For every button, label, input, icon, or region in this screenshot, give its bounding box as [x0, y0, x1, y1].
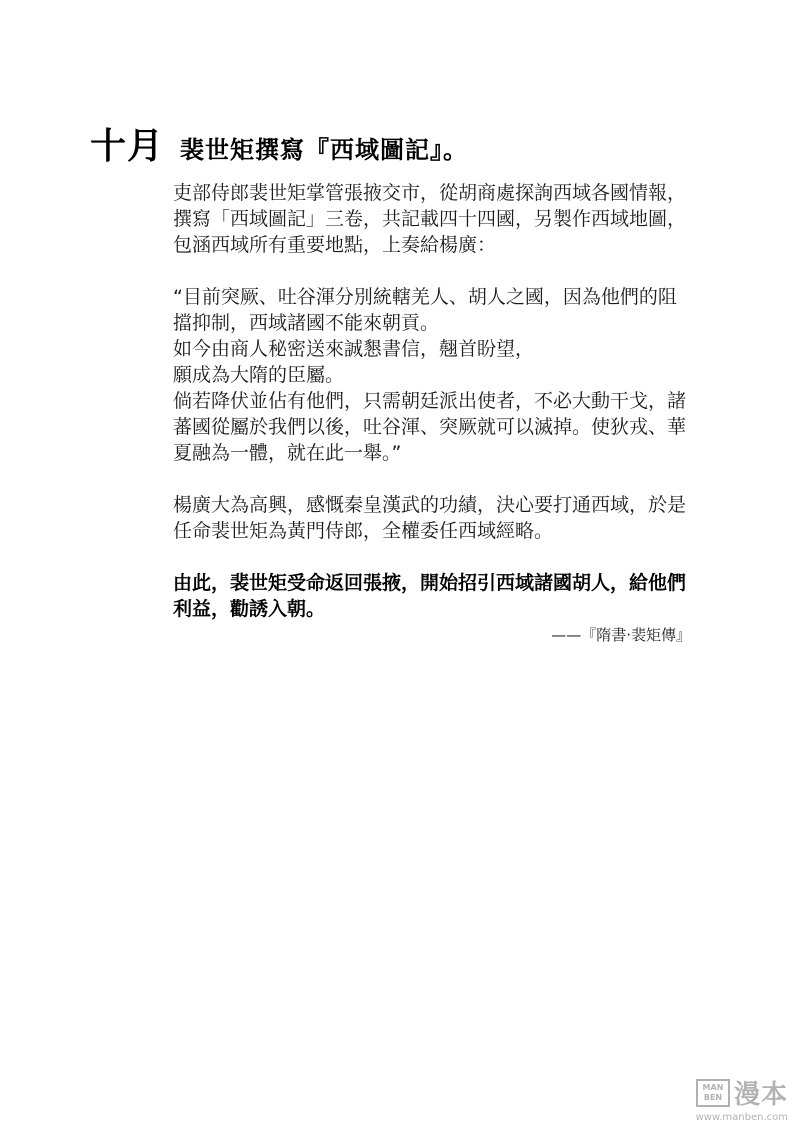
watermark-logo	[696, 1074, 788, 1111]
body-text	[173, 180, 733, 648]
text-line: 任命裴世矩為黃門侍郎，全權委任西域經略。	[173, 520, 554, 542]
text-line: 夏融為一體，就在此一舉。”	[173, 442, 402, 464]
paragraph-conclusion	[173, 570, 733, 622]
text-line: 包涵西域所有重要地點，上奏給楊廣：	[173, 234, 497, 256]
text-line: 吏部侍郎裴世矩掌管張掖交市，從胡商處探詢西域各國情報，	[173, 182, 687, 204]
text-line: 願成為大隋的臣屬。	[173, 364, 345, 386]
text-line: 擋抑制，西域諸國不能來朝貢。	[173, 312, 440, 334]
logo-box-top: MAN	[702, 1082, 724, 1092]
text-line: 如今由商人秘密送來誠懇書信，翹首盼望，	[173, 338, 535, 360]
text-line: 楊廣大為高興，感慨秦皇漢武的功績，決心要打通西域，於是	[173, 494, 687, 516]
page-heading	[90, 118, 468, 168]
chapter-title: 裴世矩撰寫『西域圖記』。	[180, 136, 469, 164]
text-line: 由此，裴世矩受命返回張掖，開始招引西域諸國胡人，給他們	[173, 572, 687, 594]
watermark-url: www.manben.com	[695, 1112, 788, 1123]
text-line: 利益，勸誘入朝。	[173, 598, 326, 620]
month-label: 十月	[90, 125, 165, 167]
text-line: “目前突厥、吐谷渾分別統轄羌人、胡人之國，因為他們的阻	[173, 286, 677, 308]
text-line: 倘若降伏並佔有他們，只需朝廷派出使者，不必大動干戈，諸	[173, 390, 687, 412]
watermark-text: 漫本	[733, 1080, 788, 1110]
source-citation: ——『隋書·裴矩傳』	[551, 626, 691, 644]
site-watermark	[696, 1074, 788, 1123]
text-line: 蕃國從屬於我們以後，吐谷渾、突厥就可以滅掉。使狄戎、華	[173, 416, 687, 438]
logo-box-bottom: BEN	[703, 1092, 723, 1102]
paragraph-intro	[173, 180, 733, 258]
paragraph-response	[173, 492, 733, 544]
paragraph-quote	[173, 284, 733, 466]
text-line: 撰寫「西域圖記」三卷，共記載四十四國，另製作西域地圖，	[173, 208, 687, 230]
logo-icon	[696, 1079, 730, 1107]
